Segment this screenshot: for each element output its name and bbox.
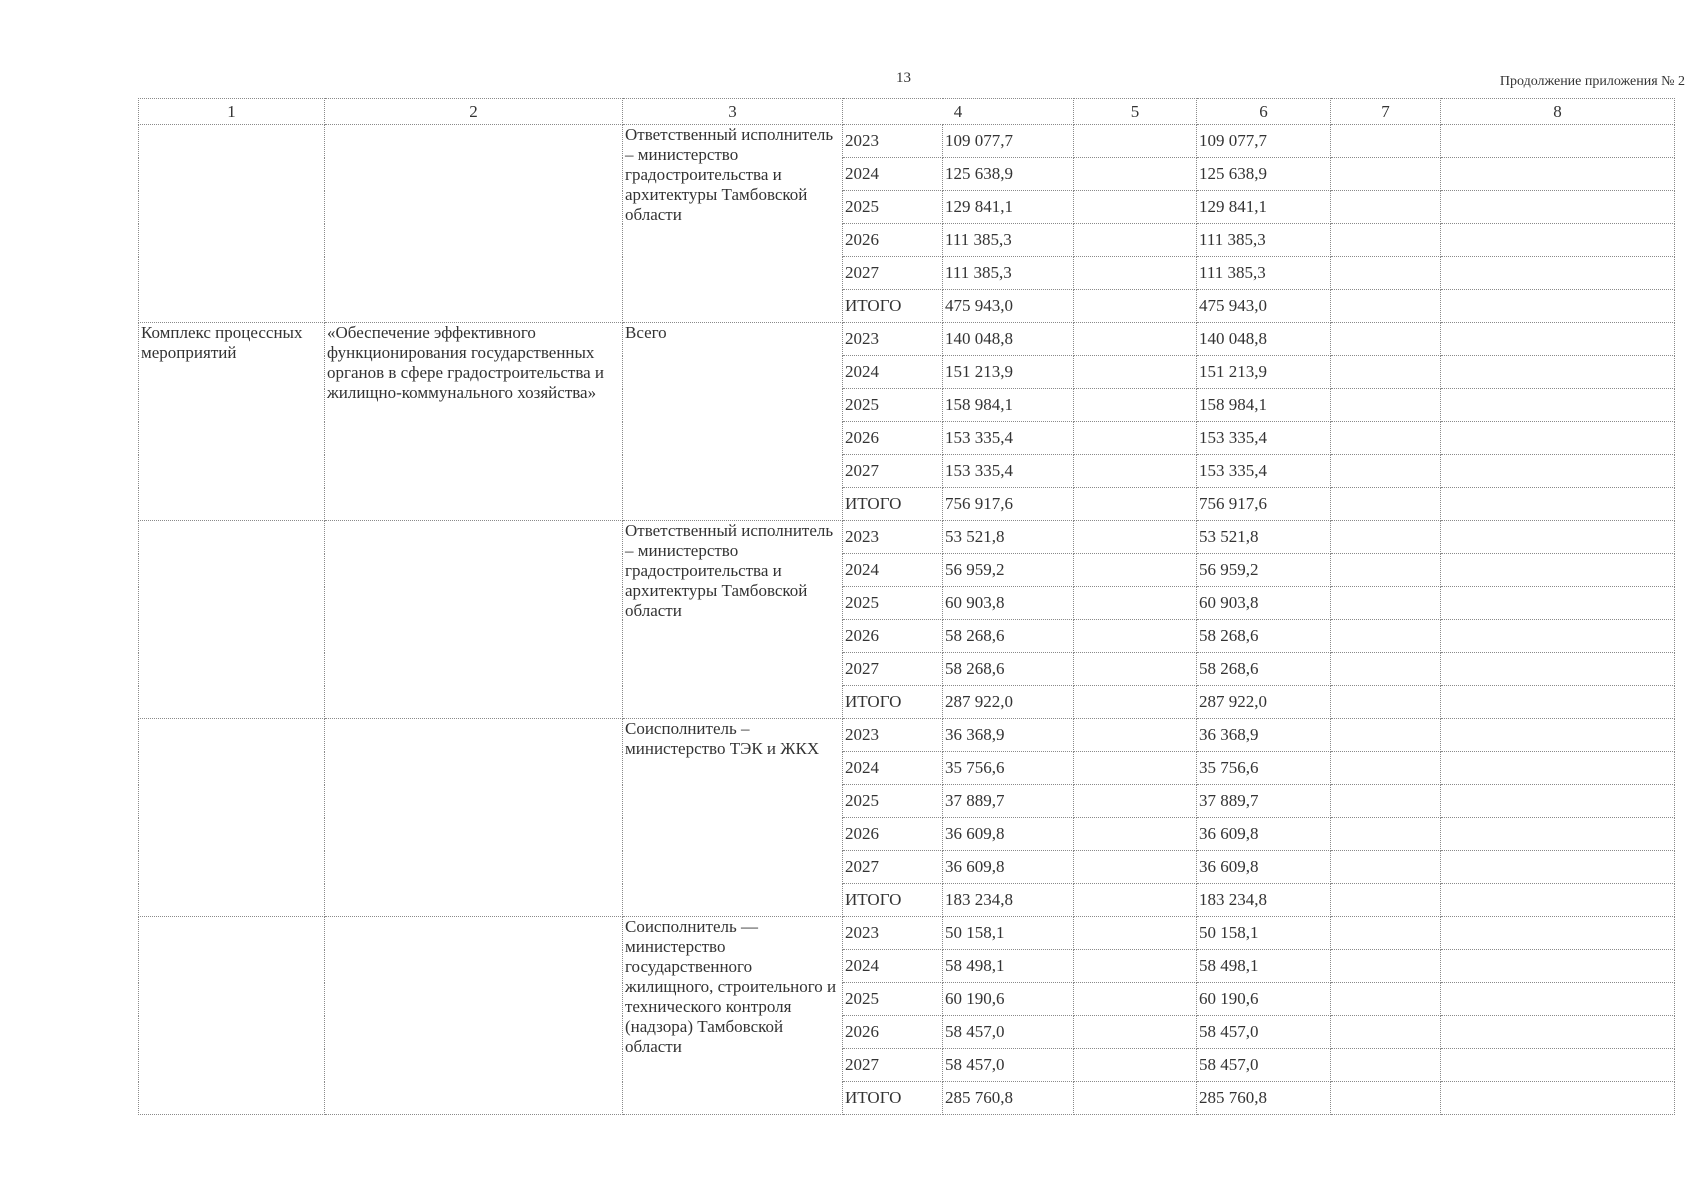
column-8-cell bbox=[1441, 884, 1675, 917]
column-6-cell: 111 385,3 bbox=[1197, 257, 1331, 290]
year-cell: ИТОГО bbox=[843, 1082, 943, 1115]
column-7-cell bbox=[1331, 950, 1441, 983]
continuation-note: Продолжение приложения № 2 bbox=[1499, 74, 1685, 89]
total-amount-cell: 36 368,9 bbox=[943, 719, 1074, 752]
column-header: 2 bbox=[325, 99, 623, 125]
executor-cell: Соисполнитель — министерство государственного жилищного, строительного и технического контроля (надзора) Тамбовской области bbox=[623, 917, 843, 1115]
activity-type-cell bbox=[139, 125, 325, 323]
year-cell: 2026 bbox=[843, 224, 943, 257]
year-cell: 2027 bbox=[843, 455, 943, 488]
page-number: 13 bbox=[896, 70, 911, 86]
total-amount-cell: 109 077,7 bbox=[943, 125, 1074, 158]
column-8-cell bbox=[1441, 1082, 1675, 1115]
column-7-cell bbox=[1331, 653, 1441, 686]
column-8-cell bbox=[1441, 158, 1675, 191]
column-6-cell: 125 638,9 bbox=[1197, 158, 1331, 191]
column-5-cell bbox=[1074, 257, 1197, 290]
column-8-cell bbox=[1441, 224, 1675, 257]
column-8-cell bbox=[1441, 257, 1675, 290]
column-header: 3 bbox=[623, 99, 843, 125]
table-row bbox=[139, 521, 1675, 554]
column-8-cell bbox=[1441, 917, 1675, 950]
column-5-cell bbox=[1074, 752, 1197, 785]
column-8-cell bbox=[1441, 686, 1675, 719]
column-8-cell bbox=[1441, 356, 1675, 389]
column-7-cell bbox=[1331, 851, 1441, 884]
column-6-cell: 36 368,9 bbox=[1197, 719, 1331, 752]
total-amount-cell: 153 335,4 bbox=[943, 455, 1074, 488]
column-6-cell: 151 213,9 bbox=[1197, 356, 1331, 389]
year-cell: 2027 bbox=[843, 653, 943, 686]
column-5-cell bbox=[1074, 653, 1197, 686]
total-amount-cell: 285 760,8 bbox=[943, 1082, 1074, 1115]
column-6-cell: 153 335,4 bbox=[1197, 422, 1331, 455]
column-8-cell bbox=[1441, 488, 1675, 521]
column-6-cell: 153 335,4 bbox=[1197, 455, 1331, 488]
year-cell: 2027 bbox=[843, 257, 943, 290]
total-amount-cell: 140 048,8 bbox=[943, 323, 1074, 356]
year-cell: ИТОГО bbox=[843, 884, 943, 917]
column-6-cell: 285 760,8 bbox=[1197, 1082, 1331, 1115]
column-7-cell bbox=[1331, 554, 1441, 587]
column-8-cell bbox=[1441, 422, 1675, 455]
year-cell: 2023 bbox=[843, 125, 943, 158]
column-7-cell bbox=[1331, 455, 1441, 488]
column-8-cell bbox=[1441, 752, 1675, 785]
column-8-cell bbox=[1441, 521, 1675, 554]
column-7-cell bbox=[1331, 587, 1441, 620]
column-8-cell bbox=[1441, 785, 1675, 818]
column-number-row bbox=[139, 99, 1675, 125]
column-8-cell bbox=[1441, 554, 1675, 587]
column-6-cell: 50 158,1 bbox=[1197, 917, 1331, 950]
executor-cell: Ответственный исполнитель – министерство градостроительства и архитектуры Тамбовской области bbox=[623, 521, 843, 719]
column-8-cell bbox=[1441, 1016, 1675, 1049]
column-header: 8 bbox=[1441, 99, 1675, 125]
column-5-cell bbox=[1074, 620, 1197, 653]
executor-cell: Всего bbox=[623, 323, 843, 521]
column-5-cell bbox=[1074, 983, 1197, 1016]
total-amount-cell: 36 609,8 bbox=[943, 851, 1074, 884]
column-5-cell bbox=[1074, 818, 1197, 851]
year-cell: 2026 bbox=[843, 620, 943, 653]
year-cell: 2026 bbox=[843, 818, 943, 851]
column-5-cell bbox=[1074, 785, 1197, 818]
total-amount-cell: 58 457,0 bbox=[943, 1016, 1074, 1049]
column-7-cell bbox=[1331, 1082, 1441, 1115]
column-5-cell bbox=[1074, 323, 1197, 356]
column-7-cell bbox=[1331, 257, 1441, 290]
column-7-cell bbox=[1331, 818, 1441, 851]
table-row bbox=[139, 917, 1675, 950]
column-8-cell bbox=[1441, 389, 1675, 422]
year-cell: 2023 bbox=[843, 917, 943, 950]
column-6-cell: 475 943,0 bbox=[1197, 290, 1331, 323]
year-cell: 2023 bbox=[843, 323, 943, 356]
column-5-cell bbox=[1074, 1082, 1197, 1115]
year-cell: ИТОГО bbox=[843, 686, 943, 719]
column-6-cell: 60 190,6 bbox=[1197, 983, 1331, 1016]
total-amount-cell: 129 841,1 bbox=[943, 191, 1074, 224]
column-6-cell: 183 234,8 bbox=[1197, 884, 1331, 917]
activity-name-cell bbox=[325, 521, 623, 719]
column-7-cell bbox=[1331, 620, 1441, 653]
column-7-cell bbox=[1331, 1049, 1441, 1082]
total-amount-cell: 111 385,3 bbox=[943, 224, 1074, 257]
column-8-cell bbox=[1441, 620, 1675, 653]
column-7-cell bbox=[1331, 488, 1441, 521]
total-amount-cell: 183 234,8 bbox=[943, 884, 1074, 917]
column-8-cell bbox=[1441, 950, 1675, 983]
column-8-cell bbox=[1441, 1049, 1675, 1082]
column-6-cell: 109 077,7 bbox=[1197, 125, 1331, 158]
column-6-cell: 58 268,6 bbox=[1197, 653, 1331, 686]
column-header: 6 bbox=[1197, 99, 1331, 125]
column-5-cell bbox=[1074, 1049, 1197, 1082]
year-cell: 2027 bbox=[843, 851, 943, 884]
column-7-cell bbox=[1331, 158, 1441, 191]
year-cell: 2024 bbox=[843, 950, 943, 983]
total-amount-cell: 58 498,1 bbox=[943, 950, 1074, 983]
column-6-cell: 129 841,1 bbox=[1197, 191, 1331, 224]
total-amount-cell: 58 457,0 bbox=[943, 1049, 1074, 1082]
column-5-cell bbox=[1074, 125, 1197, 158]
column-header: 5 bbox=[1074, 99, 1197, 125]
year-cell: ИТОГО bbox=[843, 488, 943, 521]
column-6-cell: 35 756,6 bbox=[1197, 752, 1331, 785]
year-cell: 2026 bbox=[843, 1016, 943, 1049]
activity-name-cell: «Обеспечение эффективного функционирования государственных органов в сфере градостроительства и жилищно-коммунального хозяйства» bbox=[325, 323, 623, 521]
column-6-cell: 58 268,6 bbox=[1197, 620, 1331, 653]
year-cell: 2025 bbox=[843, 587, 943, 620]
column-5-cell bbox=[1074, 554, 1197, 587]
year-cell: 2023 bbox=[843, 719, 943, 752]
total-amount-cell: 53 521,8 bbox=[943, 521, 1074, 554]
column-8-cell bbox=[1441, 818, 1675, 851]
total-amount-cell: 58 268,6 bbox=[943, 620, 1074, 653]
column-8-cell bbox=[1441, 191, 1675, 224]
column-8-cell bbox=[1441, 983, 1675, 1016]
column-7-cell bbox=[1331, 422, 1441, 455]
column-7-cell bbox=[1331, 752, 1441, 785]
column-7-cell bbox=[1331, 356, 1441, 389]
total-amount-cell: 58 268,6 bbox=[943, 653, 1074, 686]
total-amount-cell: 151 213,9 bbox=[943, 356, 1074, 389]
column-5-cell bbox=[1074, 422, 1197, 455]
column-7-cell bbox=[1331, 917, 1441, 950]
column-header: 7 bbox=[1331, 99, 1441, 125]
column-5-cell bbox=[1074, 290, 1197, 323]
column-5-cell bbox=[1074, 686, 1197, 719]
column-8-cell bbox=[1441, 455, 1675, 488]
column-5-cell bbox=[1074, 950, 1197, 983]
column-8-cell bbox=[1441, 851, 1675, 884]
year-cell: 2026 bbox=[843, 422, 943, 455]
column-5-cell bbox=[1074, 1016, 1197, 1049]
year-cell: ИТОГО bbox=[843, 290, 943, 323]
column-6-cell: 36 609,8 bbox=[1197, 851, 1331, 884]
total-amount-cell: 60 903,8 bbox=[943, 587, 1074, 620]
column-7-cell bbox=[1331, 323, 1441, 356]
total-amount-cell: 50 158,1 bbox=[943, 917, 1074, 950]
table-row bbox=[139, 323, 1675, 356]
activity-name-cell bbox=[325, 125, 623, 323]
column-7-cell bbox=[1331, 686, 1441, 719]
column-8-cell bbox=[1441, 323, 1675, 356]
year-cell: 2023 bbox=[843, 521, 943, 554]
total-amount-cell: 35 756,6 bbox=[943, 752, 1074, 785]
budget-table bbox=[138, 98, 1675, 1115]
column-6-cell: 58 498,1 bbox=[1197, 950, 1331, 983]
activity-type-cell: Комплекс процессных мероприятий bbox=[139, 323, 325, 521]
year-cell: 2025 bbox=[843, 191, 943, 224]
column-5-cell bbox=[1074, 521, 1197, 554]
activity-type-cell bbox=[139, 917, 325, 1115]
year-cell: 2024 bbox=[843, 554, 943, 587]
column-6-cell: 58 457,0 bbox=[1197, 1049, 1331, 1082]
table-row bbox=[139, 719, 1675, 752]
column-7-cell bbox=[1331, 719, 1441, 752]
activity-type-cell bbox=[139, 521, 325, 719]
column-5-cell bbox=[1074, 158, 1197, 191]
activity-type-cell bbox=[139, 719, 325, 917]
column-5-cell bbox=[1074, 587, 1197, 620]
total-amount-cell: 475 943,0 bbox=[943, 290, 1074, 323]
column-7-cell bbox=[1331, 884, 1441, 917]
column-5-cell bbox=[1074, 455, 1197, 488]
activity-name-cell bbox=[325, 917, 623, 1115]
column-7-cell bbox=[1331, 290, 1441, 323]
column-8-cell bbox=[1441, 125, 1675, 158]
column-6-cell: 756 917,6 bbox=[1197, 488, 1331, 521]
total-amount-cell: 60 190,6 bbox=[943, 983, 1074, 1016]
column-8-cell bbox=[1441, 587, 1675, 620]
total-amount-cell: 37 889,7 bbox=[943, 785, 1074, 818]
column-6-cell: 287 922,0 bbox=[1197, 686, 1331, 719]
column-5-cell bbox=[1074, 356, 1197, 389]
column-7-cell bbox=[1331, 983, 1441, 1016]
column-5-cell bbox=[1074, 917, 1197, 950]
column-6-cell: 56 959,2 bbox=[1197, 554, 1331, 587]
column-6-cell: 60 903,8 bbox=[1197, 587, 1331, 620]
year-cell: 2025 bbox=[843, 983, 943, 1016]
column-5-cell bbox=[1074, 851, 1197, 884]
column-5-cell bbox=[1074, 884, 1197, 917]
total-amount-cell: 158 984,1 bbox=[943, 389, 1074, 422]
year-cell: 2024 bbox=[843, 752, 943, 785]
column-7-cell bbox=[1331, 389, 1441, 422]
column-5-cell bbox=[1074, 191, 1197, 224]
total-amount-cell: 111 385,3 bbox=[943, 257, 1074, 290]
column-header: 4 bbox=[843, 99, 1074, 125]
column-6-cell: 58 457,0 bbox=[1197, 1016, 1331, 1049]
total-amount-cell: 756 917,6 bbox=[943, 488, 1074, 521]
executor-cell: Соисполнитель – министерство ТЭК и ЖКХ bbox=[623, 719, 843, 917]
column-6-cell: 158 984,1 bbox=[1197, 389, 1331, 422]
total-amount-cell: 287 922,0 bbox=[943, 686, 1074, 719]
year-cell: 2025 bbox=[843, 785, 943, 818]
total-amount-cell: 153 335,4 bbox=[943, 422, 1074, 455]
column-7-cell bbox=[1331, 785, 1441, 818]
year-cell: 2024 bbox=[843, 356, 943, 389]
column-5-cell bbox=[1074, 389, 1197, 422]
total-amount-cell: 56 959,2 bbox=[943, 554, 1074, 587]
column-7-cell bbox=[1331, 125, 1441, 158]
column-6-cell: 140 048,8 bbox=[1197, 323, 1331, 356]
column-5-cell bbox=[1074, 488, 1197, 521]
column-7-cell bbox=[1331, 521, 1441, 554]
column-7-cell bbox=[1331, 1016, 1441, 1049]
executor-cell: Ответственный исполнитель – министерство градостроительства и архитектуры Тамбовской области bbox=[623, 125, 843, 323]
table-row bbox=[139, 125, 1675, 158]
column-6-cell: 36 609,8 bbox=[1197, 818, 1331, 851]
year-cell: 2027 bbox=[843, 1049, 943, 1082]
column-6-cell: 53 521,8 bbox=[1197, 521, 1331, 554]
total-amount-cell: 36 609,8 bbox=[943, 818, 1074, 851]
column-5-cell bbox=[1074, 719, 1197, 752]
activity-name-cell bbox=[325, 719, 623, 917]
total-amount-cell: 125 638,9 bbox=[943, 158, 1074, 191]
column-6-cell: 37 889,7 bbox=[1197, 785, 1331, 818]
column-8-cell bbox=[1441, 719, 1675, 752]
column-7-cell bbox=[1331, 191, 1441, 224]
table-body bbox=[139, 125, 1675, 1115]
year-cell: 2025 bbox=[843, 389, 943, 422]
column-header: 1 bbox=[139, 99, 325, 125]
year-cell: 2024 bbox=[843, 158, 943, 191]
column-6-cell: 111 385,3 bbox=[1197, 224, 1331, 257]
column-8-cell bbox=[1441, 290, 1675, 323]
column-7-cell bbox=[1331, 224, 1441, 257]
column-5-cell bbox=[1074, 224, 1197, 257]
column-8-cell bbox=[1441, 653, 1675, 686]
